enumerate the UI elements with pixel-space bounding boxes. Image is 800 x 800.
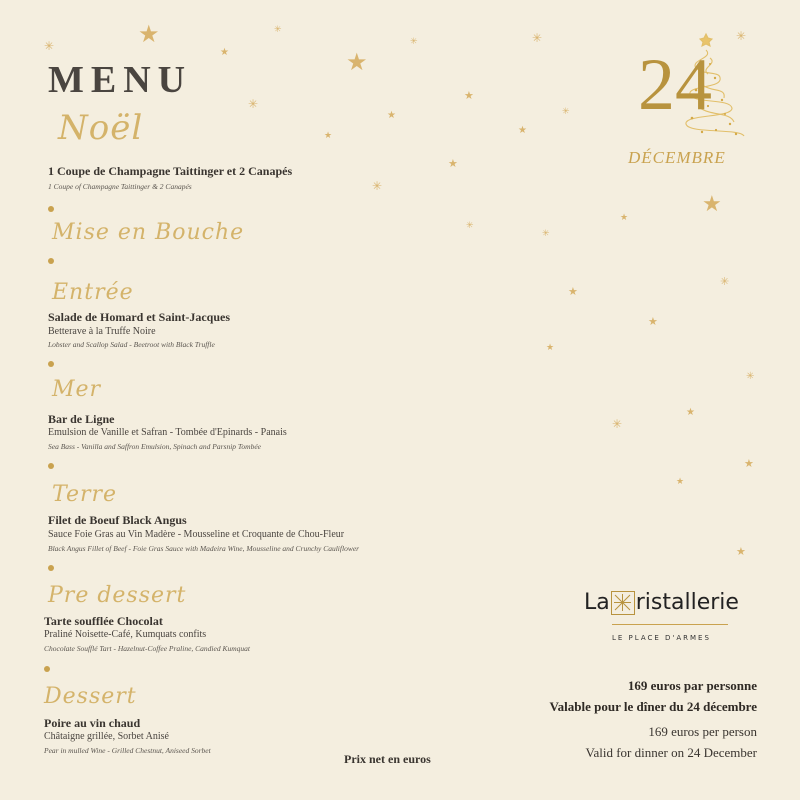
star-icon: ★ [518, 125, 527, 136]
brand-name-right: ristallerie [635, 590, 739, 615]
dish-name: Tarte soufflée Chocolat [44, 614, 163, 628]
dish-name: Poire au vin chaud [44, 716, 141, 730]
star-icon: ★ [220, 47, 229, 58]
star-icon: ★ [387, 110, 396, 121]
star-icon: ✳ [746, 371, 755, 382]
price-french-line2: Valable pour le dîner du 24 décembre [549, 699, 757, 714]
price-french-line1: 169 euros par personne [627, 678, 757, 693]
section-bullet [48, 463, 54, 469]
date-month: DÉCEMBRE [628, 148, 726, 167]
star-icon: ✳ [532, 31, 543, 45]
section-bullet [48, 258, 54, 264]
dish-name: Bar de Ligne [48, 412, 115, 426]
dish-english: Chocolate Soufflé Tart - Hazelnut-Coffee Praline, Candied Kumquat [44, 644, 250, 653]
logo-mark-icon [611, 591, 635, 615]
dish-french: Sauce Foie Gras au Vin Madère - Mousseline et Croquante de Chou-Fleur [48, 529, 345, 540]
star-icon: ★ [568, 285, 578, 298]
menu-title: MENU [48, 59, 193, 101]
star-icon: ★ [686, 407, 695, 418]
section-heading: Mer [52, 377, 102, 402]
dish-french: Châtaigne grillée, Sorbet Anisé [44, 731, 169, 742]
star-icon: ★ [620, 213, 629, 223]
star-icon: ✳ [410, 37, 418, 47]
section-bullet [48, 361, 54, 367]
dish-english: 1 Coupe of Champagne Taittinger & 2 Canapés [48, 182, 192, 191]
brand-logo [584, 590, 739, 615]
dish-english: Pear in mulled Wine - Grilled Chestnut, Aniseed Sorbet [44, 746, 211, 755]
section-heading: Pre dessert [48, 583, 187, 608]
dish-name: Filet de Boeuf Black Angus [48, 513, 187, 527]
star-icon: ✳ [466, 221, 474, 231]
star-icon: ★ [702, 192, 722, 217]
date-day: 24 [638, 44, 712, 126]
section-heading: Dessert [44, 684, 137, 709]
dish-english: Lobster and Scallop Salad - Beetroot with Black Truffle [48, 340, 215, 349]
price-english-line1: 169 euros per person [648, 724, 757, 739]
star-icon: ★ [648, 315, 658, 328]
section-heading: Entrée [52, 280, 134, 305]
star-icon: ✳ [44, 39, 55, 53]
star-icon: ★ [138, 20, 160, 48]
dish-french: Emulsion de Vanille et Safran - Tombée d'Epinards - Panais [48, 427, 287, 438]
star-icon: ★ [744, 457, 754, 470]
star-icon: ✳ [542, 229, 550, 239]
section-bullet [48, 206, 54, 212]
star-icon: ★ [736, 545, 746, 558]
logo-divider [612, 624, 728, 625]
dish-name: Salade de Homard et Saint-Jacques [48, 310, 231, 324]
dish-english: Sea Bass - Vanilla and Saffron Emulsion, Spinach and Parsnip Tombée [48, 442, 261, 451]
dish-french: Praliné Noisette-Café, Kumquats confits [44, 629, 207, 640]
section-heading: Terre [52, 482, 118, 507]
brand-name-left: La [584, 590, 610, 615]
star-icon: ✳ [372, 179, 383, 193]
star-icon: ★ [676, 477, 685, 487]
net-price-note: Prix net en euros [344, 752, 431, 766]
menu-script-title: Noël [58, 108, 144, 148]
star-icon: ✳ [720, 275, 730, 288]
dish-name: 1 Coupe de Champagne Taittinger et 2 Canapés [48, 164, 293, 178]
price-english-line2: Valid for dinner on 24 December [585, 745, 757, 760]
dish-english: Black Angus Fillet of Beef - Foie Gras Sauce with Madeira Wine, Mousseline and Crunchy Cauliflower [48, 544, 360, 553]
section-bullet [48, 565, 54, 571]
brand-tagline: LE PLACE D'ARMES [612, 634, 711, 642]
section-heading: Mise en Bouche [52, 220, 245, 245]
section-bullet [44, 666, 50, 672]
star-icon: ✳ [736, 29, 747, 43]
star-icon: ✳ [612, 417, 623, 431]
star-icon: ★ [346, 48, 368, 76]
star-icon: ✳ [274, 25, 282, 35]
star-icon: ✳ [248, 97, 259, 111]
star-icon: ★ [324, 131, 333, 141]
dish-french: Betterave à la Truffe Noire [48, 326, 156, 337]
star-icon: ★ [448, 157, 458, 170]
star-icon: ★ [546, 343, 555, 353]
star-icon: ★ [464, 89, 474, 102]
star-icon: ✳ [562, 107, 570, 117]
